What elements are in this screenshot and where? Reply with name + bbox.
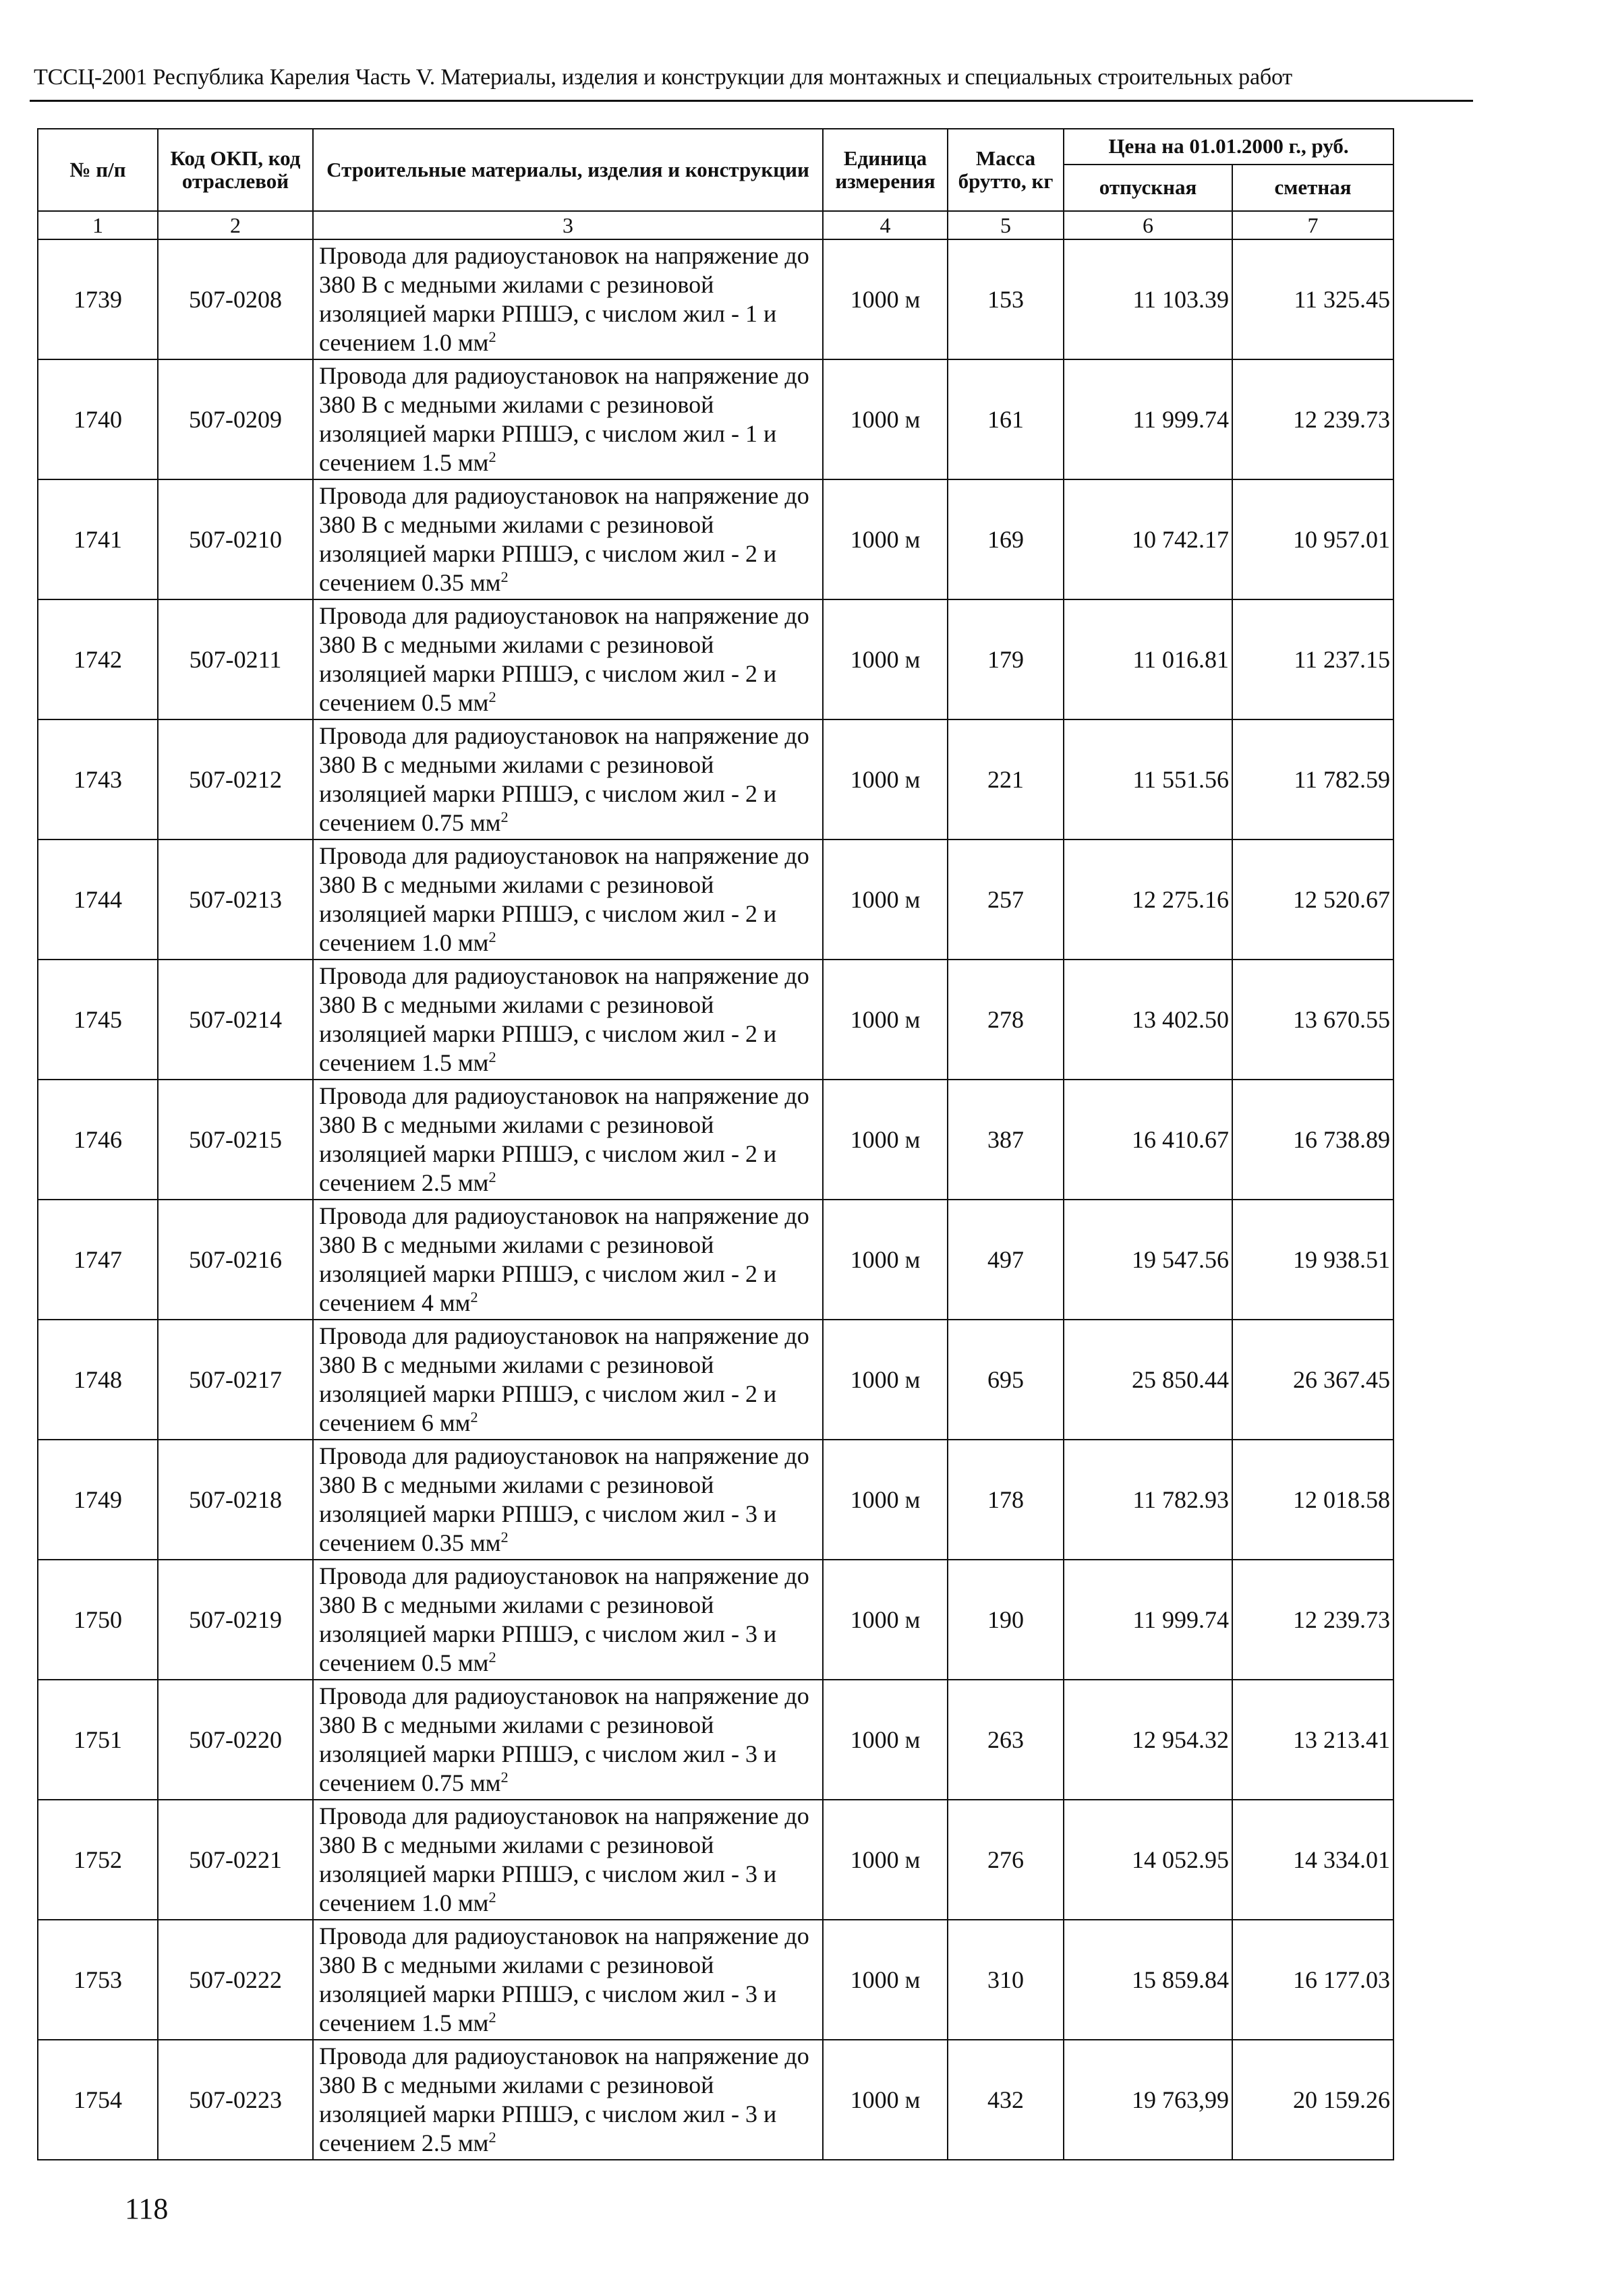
material-description xyxy=(313,239,823,359)
gross-mass: 153 xyxy=(948,239,1064,359)
material-description xyxy=(313,1320,823,1440)
superscript-squared: 2 xyxy=(488,2129,496,2146)
material-description xyxy=(313,2040,823,2160)
description-text: Провода для радиоустановок на напряжение до 380 В с медными жилами с резиновой изоляцией марки РПШЭ, с числом жил - 3 и сечением 1.5 мм xyxy=(319,1922,809,2036)
table-row xyxy=(38,1080,1393,1200)
material-description xyxy=(313,1920,823,2040)
description-text: Провода для радиоустановок на напряжение до 380 В с медными жилами с резиновой изоляцией марки РПШЭ, с числом жил - 3 и сечением 1.0 мм xyxy=(319,1802,809,1916)
superscript-squared: 2 xyxy=(488,1049,496,1065)
unit-of-measure: 1000 м xyxy=(823,1560,948,1680)
unit-of-measure: 1000 м xyxy=(823,960,948,1080)
gross-mass: 161 xyxy=(948,359,1064,479)
row-number: 1749 xyxy=(38,1440,158,1560)
row-number: 1739 xyxy=(38,239,158,359)
okp-code: 507-0221 xyxy=(158,1800,313,1920)
unit-of-measure: 1000 м xyxy=(823,239,948,359)
description-text: Провода для радиоустановок на напряжение до 380 В с медными жилами с резиновой изоляцией марки РПШЭ, с числом жил - 2 и сечением 1.0 мм xyxy=(319,842,809,956)
table-row xyxy=(38,840,1393,960)
okp-code: 507-0219 xyxy=(158,1560,313,1680)
col-header-name: Строительные материалы, изделия и конструкции xyxy=(313,129,823,211)
description-text: Провода для радиоустановок на напряжение до 380 В с медными жилами с резиновой изоляцией марки РПШЭ, с числом жил - 1 и сечением 1.5 мм xyxy=(319,362,809,476)
material-description xyxy=(313,1440,823,1560)
row-number: 1753 xyxy=(38,1920,158,2040)
unit-of-measure: 1000 м xyxy=(823,1080,948,1200)
estimate-price: 20 159.26 xyxy=(1232,2040,1393,2160)
estimate-price: 14 334.01 xyxy=(1232,1800,1393,1920)
gross-mass: 190 xyxy=(948,1560,1064,1680)
material-description xyxy=(313,840,823,960)
release-price: 19 547.56 xyxy=(1064,1200,1232,1320)
header-rule xyxy=(30,100,1473,102)
okp-code: 507-0218 xyxy=(158,1440,313,1560)
row-number: 1741 xyxy=(38,479,158,599)
release-price: 10 742.17 xyxy=(1064,479,1232,599)
estimate-price: 12 520.67 xyxy=(1232,840,1393,960)
gross-mass: 695 xyxy=(948,1320,1064,1440)
row-number: 1751 xyxy=(38,1680,158,1800)
table-row xyxy=(38,1440,1393,1560)
row-number: 1744 xyxy=(38,840,158,960)
superscript-squared: 2 xyxy=(500,1769,509,1786)
superscript-squared: 2 xyxy=(470,1289,478,1305)
okp-code: 507-0217 xyxy=(158,1320,313,1440)
gross-mass: 387 xyxy=(948,1080,1064,1200)
unit-of-measure: 1000 м xyxy=(823,599,948,719)
gross-mass: 169 xyxy=(948,479,1064,599)
material-description xyxy=(313,1680,823,1800)
column-number: 6 xyxy=(1064,211,1232,239)
unit-of-measure: 1000 м xyxy=(823,840,948,960)
material-description xyxy=(313,479,823,599)
material-description xyxy=(313,359,823,479)
okp-code: 507-0209 xyxy=(158,359,313,479)
description-text: Провода для радиоустановок на напряжение до 380 В с медными жилами с резиновой изоляцией марки РПШЭ, с числом жил - 3 и сечением 0.35 мм xyxy=(319,1442,809,1556)
table-row xyxy=(38,599,1393,719)
description-text: Провода для радиоустановок на напряжение до 380 В с медными жилами с резиновой изоляцией марки РПШЭ, с числом жил - 2 и сечением 2.5 мм xyxy=(319,1082,809,1196)
superscript-squared: 2 xyxy=(488,448,496,465)
description-text: Провода для радиоустановок на напряжение до 380 В с медными жилами с резиновой изоляцией марки РПШЭ, с числом жил - 3 и сечением 2.5 мм xyxy=(319,2042,809,2156)
price-table xyxy=(37,128,1394,2160)
gross-mass: 179 xyxy=(948,599,1064,719)
description-text: Провода для радиоустановок на напряжение до 380 В с медными жилами с резиновой изоляцией марки РПШЭ, с числом жил - 3 и сечением 0.5 мм xyxy=(319,1562,809,1676)
estimate-price: 19 938.51 xyxy=(1232,1200,1393,1320)
material-description xyxy=(313,960,823,1080)
row-number: 1745 xyxy=(38,960,158,1080)
estimate-price: 16 177.03 xyxy=(1232,1920,1393,2040)
release-price: 11 782.93 xyxy=(1064,1440,1232,1560)
superscript-squared: 2 xyxy=(488,929,496,945)
row-number: 1748 xyxy=(38,1320,158,1440)
unit-of-measure: 1000 м xyxy=(823,479,948,599)
table-row xyxy=(38,479,1393,599)
okp-code: 507-0212 xyxy=(158,719,313,840)
table-row xyxy=(38,1800,1393,1920)
gross-mass: 221 xyxy=(948,719,1064,840)
okp-code: 507-0216 xyxy=(158,1200,313,1320)
description-text: Провода для радиоустановок на напряжение до 380 В с медными жилами с резиновой изоляцией марки РПШЭ, с числом жил - 3 и сечением 0.75 мм xyxy=(319,1682,809,1796)
col-header-mass: Масса брутто, кг xyxy=(948,129,1064,211)
table-row xyxy=(38,1320,1393,1440)
col-header-price-group: Цена на 01.01.2000 г., руб. xyxy=(1064,129,1393,165)
column-number: 3 xyxy=(313,211,823,239)
release-price: 11 016.81 xyxy=(1064,599,1232,719)
release-price: 12 954.32 xyxy=(1064,1680,1232,1800)
table-row xyxy=(38,1560,1393,1680)
gross-mass: 497 xyxy=(948,1200,1064,1320)
col-header-num: № п/п xyxy=(38,129,158,211)
description-text: Провода для радиоустановок на напряжение до 380 В с медными жилами с резиновой изоляцией марки РПШЭ, с числом жил - 2 и сечением 4 мм xyxy=(319,1202,809,1316)
superscript-squared: 2 xyxy=(488,1889,496,1906)
superscript-squared: 2 xyxy=(488,1169,496,1185)
estimate-price: 10 957.01 xyxy=(1232,479,1393,599)
row-number: 1743 xyxy=(38,719,158,840)
material-description xyxy=(313,1080,823,1200)
release-price: 11 103.39 xyxy=(1064,239,1232,359)
column-number: 1 xyxy=(38,211,158,239)
running-title: ТССЦ-2001 Республика Карелия Часть V. Материалы, изделия и конструкции для монтажных и специальных строительных работ xyxy=(34,65,1292,90)
unit-of-measure: 1000 м xyxy=(823,2040,948,2160)
superscript-squared: 2 xyxy=(488,1649,496,1666)
release-price: 14 052.95 xyxy=(1064,1800,1232,1920)
gross-mass: 310 xyxy=(948,1920,1064,2040)
unit-of-measure: 1000 м xyxy=(823,719,948,840)
table-row xyxy=(38,2040,1393,2160)
description-text: Провода для радиоустановок на напряжение до 380 В с медными жилами с резиновой изоляцией марки РПШЭ, с числом жил - 1 и сечением 1.0 мм xyxy=(319,242,809,356)
material-description xyxy=(313,599,823,719)
column-number-row xyxy=(38,211,1393,239)
release-price: 16 410.67 xyxy=(1064,1080,1232,1200)
unit-of-measure: 1000 м xyxy=(823,1920,948,2040)
header-row xyxy=(38,129,1393,165)
superscript-squared: 2 xyxy=(500,568,509,585)
okp-code: 507-0215 xyxy=(158,1080,313,1200)
gross-mass: 263 xyxy=(948,1680,1064,1800)
estimate-price: 12 018.58 xyxy=(1232,1440,1393,1560)
table-row xyxy=(38,960,1393,1080)
release-price: 12 275.16 xyxy=(1064,840,1232,960)
estimate-price: 13 213.41 xyxy=(1232,1680,1393,1800)
okp-code: 507-0214 xyxy=(158,960,313,1080)
estimate-price: 12 239.73 xyxy=(1232,359,1393,479)
row-number: 1747 xyxy=(38,1200,158,1320)
column-number: 2 xyxy=(158,211,313,239)
okp-code: 507-0211 xyxy=(158,599,313,719)
gross-mass: 178 xyxy=(948,1440,1064,1560)
row-number: 1752 xyxy=(38,1800,158,1920)
superscript-squared: 2 xyxy=(488,688,496,705)
column-number: 5 xyxy=(948,211,1064,239)
row-number: 1750 xyxy=(38,1560,158,1680)
unit-of-measure: 1000 м xyxy=(823,1440,948,1560)
estimate-price: 12 239.73 xyxy=(1232,1560,1393,1680)
superscript-squared: 2 xyxy=(488,2009,496,2026)
table-row xyxy=(38,1920,1393,2040)
row-number: 1740 xyxy=(38,359,158,479)
description-text: Провода для радиоустановок на напряжение до 380 В с медными жилами с резиновой изоляцией марки РПШЭ, с числом жил - 2 и сечением 6 мм xyxy=(319,1322,809,1436)
col-header-code: Код ОКП, код отраслевой xyxy=(158,129,313,211)
description-text: Провода для радиоустановок на напряжение до 380 В с медными жилами с резиновой изоляцией марки РПШЭ, с числом жил - 2 и сечением 0.5 мм xyxy=(319,602,809,716)
estimate-price: 11 237.15 xyxy=(1232,599,1393,719)
release-price: 25 850.44 xyxy=(1064,1320,1232,1440)
row-number: 1742 xyxy=(38,599,158,719)
estimate-price: 26 367.45 xyxy=(1232,1320,1393,1440)
release-price: 11 999.74 xyxy=(1064,1560,1232,1680)
unit-of-measure: 1000 м xyxy=(823,1200,948,1320)
material-description xyxy=(313,1800,823,1920)
release-price: 15 859.84 xyxy=(1064,1920,1232,2040)
unit-of-measure: 1000 м xyxy=(823,1800,948,1920)
column-number: 7 xyxy=(1232,211,1393,239)
superscript-squared: 2 xyxy=(500,1529,509,1546)
estimate-price: 13 670.55 xyxy=(1232,960,1393,1080)
table-row xyxy=(38,359,1393,479)
okp-code: 507-0220 xyxy=(158,1680,313,1800)
material-description xyxy=(313,719,823,840)
row-number: 1746 xyxy=(38,1080,158,1200)
description-text: Провода для радиоустановок на напряжение до 380 В с медными жилами с резиновой изоляцией марки РПШЭ, с числом жил - 2 и сечением 1.5 мм xyxy=(319,962,809,1076)
column-number: 4 xyxy=(823,211,948,239)
okp-code: 507-0208 xyxy=(158,239,313,359)
okp-code: 507-0210 xyxy=(158,479,313,599)
table-row xyxy=(38,239,1393,359)
superscript-squared: 2 xyxy=(488,328,496,345)
estimate-price: 16 738.89 xyxy=(1232,1080,1393,1200)
okp-code: 507-0223 xyxy=(158,2040,313,2160)
gross-mass: 257 xyxy=(948,840,1064,960)
unit-of-measure: 1000 м xyxy=(823,359,948,479)
table-row xyxy=(38,1200,1393,1320)
table-row xyxy=(38,1680,1393,1800)
release-price: 11 551.56 xyxy=(1064,719,1232,840)
material-description xyxy=(313,1560,823,1680)
superscript-squared: 2 xyxy=(470,1409,478,1425)
okp-code: 507-0222 xyxy=(158,1920,313,2040)
gross-mass: 432 xyxy=(948,2040,1064,2160)
table-row xyxy=(38,719,1393,840)
col-header-unit: Единица измерения xyxy=(823,129,948,211)
gross-mass: 276 xyxy=(948,1800,1064,1920)
material-description xyxy=(313,1200,823,1320)
col-header-price-release: отпускная xyxy=(1064,165,1232,211)
okp-code: 507-0213 xyxy=(158,840,313,960)
unit-of-measure: 1000 м xyxy=(823,1320,948,1440)
release-price: 13 402.50 xyxy=(1064,960,1232,1080)
estimate-price: 11 782.59 xyxy=(1232,719,1393,840)
release-price: 19 763,99 xyxy=(1064,2040,1232,2160)
estimate-price: 11 325.45 xyxy=(1232,239,1393,359)
row-number: 1754 xyxy=(38,2040,158,2160)
unit-of-measure: 1000 м xyxy=(823,1680,948,1800)
release-price: 11 999.74 xyxy=(1064,359,1232,479)
col-header-price-estimate: сметная xyxy=(1232,165,1393,211)
description-text: Провода для радиоустановок на напряжение до 380 В с медными жилами с резиновой изоляцией марки РПШЭ, с числом жил - 2 и сечением 0.75 мм xyxy=(319,722,809,836)
superscript-squared: 2 xyxy=(500,808,509,825)
description-text: Провода для радиоустановок на напряжение до 380 В с медными жилами с резиновой изоляцией марки РПШЭ, с числом жил - 2 и сечением 0.35 мм xyxy=(319,482,809,596)
page-number: 118 xyxy=(125,2192,169,2225)
gross-mass: 278 xyxy=(948,960,1064,1080)
